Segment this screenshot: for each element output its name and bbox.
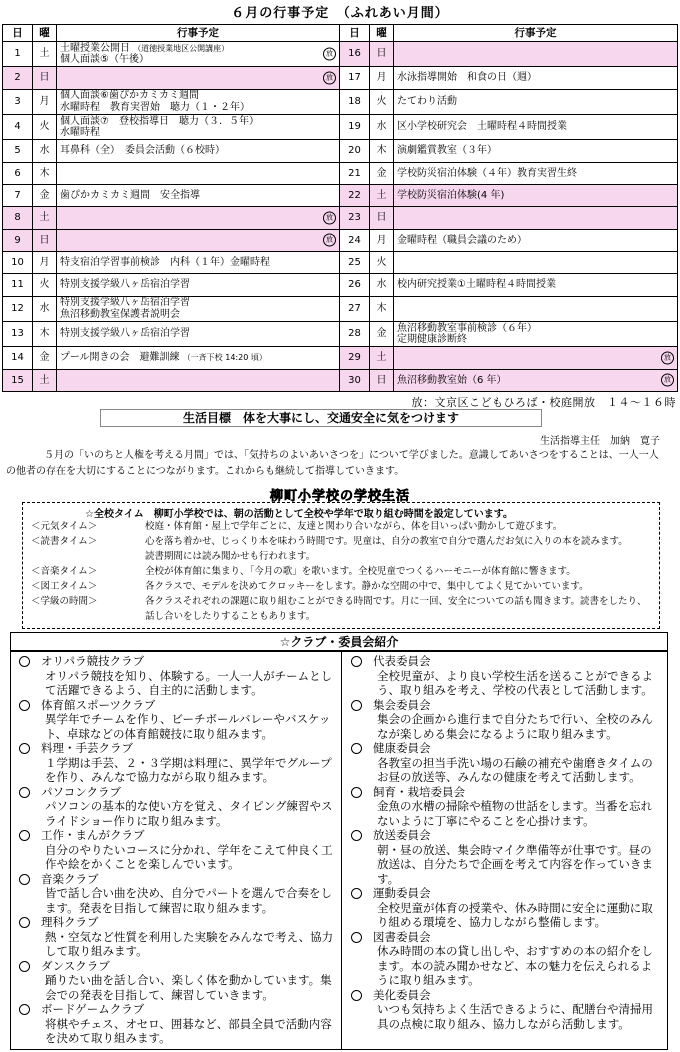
clubs-column [19, 654, 337, 1046]
day-cell: 26 [340, 274, 370, 296]
weekday-cell: 金 [33, 185, 57, 207]
circle-bullet-icon [351, 888, 362, 899]
table-row [3, 251, 678, 273]
club-box [10, 650, 668, 1050]
day-cell: 17 [340, 67, 370, 89]
item-description: 休み時間の本の貸し出しや、おすすめの本の紹介をします。本の読み聞かせなど、本の魅力を伝えられるように取り組みます。 [377, 944, 653, 987]
event-cell [394, 229, 678, 251]
weekday-cell: 木 [370, 140, 394, 162]
item-name: 工作・まんがクラブ [41, 828, 145, 842]
item-name: 放送委員会 [373, 828, 431, 842]
item-name: 飼育・栽培委員会 [373, 784, 465, 799]
weekday-cell: 月 [33, 251, 57, 273]
header-weekday: 曜 [370, 25, 394, 42]
committee-item [351, 828, 661, 886]
school-life-title: 柳町小学校の学校生活 [269, 489, 410, 504]
circle-bullet-icon [351, 656, 362, 667]
header-event: 行事予定 [57, 25, 340, 42]
event-line: 演劇鑑賞教室（３年） [397, 145, 497, 157]
club-item [19, 654, 337, 698]
day-cell: 2 [3, 67, 33, 89]
event-cell [57, 274, 340, 296]
item-name: 美化委員会 [373, 987, 431, 1002]
table-row [3, 115, 678, 140]
event-line: 学校防災宿泊体験（４年）教育実習生終 [397, 167, 577, 179]
club-item [19, 915, 337, 959]
goal-text: ５月の「いのちと人権を考える月間」では、「気持ちのよいあいさつを」について学びました。意識してあいさつをすることは、一人一人の他者の存在を大切にすることにつながります。これからも継続して指導していきます。 [6, 450, 659, 477]
event-line: 区小学校研究会 土曜時程４時間授業 [397, 121, 567, 133]
weekday-cell: 月 [370, 67, 394, 89]
day-cell: 21 [340, 162, 370, 184]
circle-bullet-icon [19, 1004, 30, 1015]
day-cell: 14 [3, 347, 33, 369]
day-cell: 20 [340, 140, 370, 162]
day-cell: 27 [340, 296, 370, 321]
item-description: 皆で話し合い曲を決め、自分でパートを選んで合奏をします。発表を目指して練習に取り組みます。 [45, 886, 333, 915]
school-time-label: ＜音楽タイム＞ [31, 566, 98, 577]
event-line: 校内研究授業①土曜時程４時間授業 [397, 279, 556, 291]
day-cell: 25 [340, 251, 370, 273]
circle-bullet-icon [351, 743, 362, 754]
table-row [3, 207, 678, 229]
event-line: 金曜時程（職員会議のため） [397, 234, 527, 246]
open-note: 放：文京区こどもひろば・校庭開放 １４～１６時 [411, 396, 676, 409]
event-cell [394, 251, 678, 273]
table-row [3, 162, 678, 184]
table-row [3, 369, 678, 391]
committee-item [351, 698, 661, 742]
school-time-text: 心を落ち着かせ、じっくり本を味わう時間です。児童は、自分の教室で自分で選んだお気に入りの本を読みます。 [145, 536, 628, 547]
weekday-cell: 木 [33, 162, 57, 184]
circle-bullet-icon [19, 917, 30, 928]
item-name: 理科クラブ [41, 915, 99, 929]
item-name: 体育館スポーツクラブ [41, 697, 156, 712]
weekday-cell: 日 [370, 369, 394, 391]
circle-bullet-icon [19, 830, 30, 841]
event-cell [57, 296, 340, 321]
event-cell [394, 42, 678, 67]
weekday-cell: 火 [33, 115, 57, 140]
open-mark-icon: 放 [661, 374, 674, 387]
open-mark-icon: 放 [323, 72, 336, 85]
club-item [19, 698, 337, 742]
day-cell: 23 [340, 207, 370, 229]
event-cell [394, 162, 678, 184]
school-time-intro: ☆全校タイム 柳町小学校では、朝の活動として全校や学年で取り組む時間を設定しています。 [85, 509, 513, 520]
day-cell: 9 [3, 229, 33, 251]
weekday-cell: 土 [33, 369, 57, 391]
club-item [19, 1002, 337, 1046]
day-cell: 5 [3, 140, 33, 162]
day-cell: 16 [340, 42, 370, 67]
event-line: 定期健康診断終 [397, 334, 467, 346]
event-cell [57, 42, 340, 67]
school-time-label: ＜図工タイム＞ [31, 581, 98, 592]
committee-item [351, 886, 661, 930]
event-cell [57, 140, 340, 162]
open-mark-icon: 放 [323, 211, 336, 224]
event-cell [394, 207, 678, 229]
weekday-cell: 金 [370, 321, 394, 346]
open-mark-icon: 放 [323, 234, 336, 247]
item-description: 踊りたい曲を話し合い、楽しく体を動かしています。集会での発表を目指して、練習していきます。 [45, 973, 332, 1002]
event-line: 個人面談⑦ 登校指導日 聴力（３．５年） [60, 115, 259, 127]
item-description: パソコンの基本的な使い方を覚え、タイピング練習やスライドショー作りに取り組みます。 [45, 799, 333, 828]
event-cell [394, 115, 678, 140]
day-cell: 13 [3, 321, 33, 346]
day-cell: 10 [3, 251, 33, 273]
weekday-cell: 木 [33, 321, 57, 346]
table-header-row [3, 25, 678, 42]
event-line: 個人面談⑥歯ぴかカミカミ週間 [60, 90, 199, 102]
club-item [19, 785, 337, 829]
header-event: 行事予定 [394, 25, 678, 42]
day-cell: 29 [340, 347, 370, 369]
committee-item [351, 654, 661, 698]
weekday-cell: 日 [33, 229, 57, 251]
day-cell: 11 [3, 274, 33, 296]
day-cell: 24 [340, 229, 370, 251]
club-item [19, 959, 337, 1003]
weekday-cell: 土 [370, 347, 394, 369]
event-line: 歯ぴかカミカミ週間 安全指導 [60, 189, 200, 201]
table-row [3, 347, 678, 369]
circle-bullet-icon [19, 656, 30, 667]
event-cell [57, 229, 340, 251]
header-day: 日 [3, 25, 33, 42]
item-description: 将棋やチェス、オセロ、囲碁など、部員全員で活動内容を決めて取り組みます。 [45, 1016, 332, 1045]
item-description: 集会の企画から進行まで自分たちで行い、全校のみんなが楽しめる集会になるように取り組みます。 [377, 712, 653, 741]
event-line: 特別支援学級八ヶ岳宿泊学習 [60, 328, 190, 340]
circle-bullet-icon [19, 700, 30, 711]
table-row [3, 274, 678, 296]
item-name: ボードゲームクラブ [41, 1002, 145, 1016]
committee-item [351, 988, 661, 1032]
day-cell: 12 [3, 296, 33, 321]
table-row [3, 321, 678, 346]
weekday-cell: 火 [370, 251, 394, 273]
event-cell [394, 321, 678, 346]
item-name: 料理・手芸クラブ [41, 741, 133, 755]
school-time-label: ＜元気タイム＞ [31, 521, 98, 532]
school-time-text: 全校が体育館に集まり、「今月の歌」を歌います。全校児童でつくるハーモニーが体育館に響きます。 [145, 566, 576, 577]
day-cell: 4 [3, 115, 33, 140]
event-line: たてわり活動 [397, 96, 457, 108]
table-row [3, 229, 678, 251]
goal-author: 生活指導主任 加納 寛子 [540, 436, 660, 447]
event-line: 水曜時程 教育実習始 聴力（１・２年） [60, 101, 250, 113]
event-cell [394, 347, 678, 369]
event-line: 水曜時程 [60, 127, 100, 139]
club-divider [341, 651, 342, 1049]
item-name: ダンスクラブ [41, 958, 110, 973]
school-time-text: 校庭・体育館・屋上で学年ごとに、友達と関わり合いながら、体を目いっぱい動かして遊びます。 [145, 521, 563, 532]
circle-bullet-icon [19, 743, 30, 754]
event-line: 魚沼移動教室始（6 年） [397, 374, 507, 386]
day-cell: 1 [3, 42, 33, 67]
item-description: 金魚の水槽の掃除や植物の世話をします。当番を忘れないように丁寧にやることを心掛けます。 [377, 799, 653, 828]
weekday-cell: 水 [370, 115, 394, 140]
events-body [3, 42, 678, 392]
committees-column [351, 654, 661, 1031]
item-description: いつも気持ちよく生活できるように、配膳台や清掃用具の点検に取り組み、協力しながら活動します。 [377, 1002, 653, 1031]
page-title: ６月の行事予定 （ふれあい月間） [231, 6, 449, 21]
event-cell [57, 67, 340, 89]
event-cell [57, 369, 340, 391]
event-line: 特別支援学級八ヶ岳宿泊学習 [60, 279, 190, 291]
item-name: オリパラ競技クラブ [41, 654, 145, 668]
weekday-cell: 水 [370, 274, 394, 296]
school-time-label: ＜学級の時間＞ [31, 596, 98, 607]
weekday-cell: 金 [33, 347, 57, 369]
event-line: 水泳指導開始 和食の日（週） [397, 72, 537, 84]
weekday-cell: 日 [370, 207, 394, 229]
weekday-cell: 水 [33, 140, 57, 162]
event-cell [394, 185, 678, 207]
event-line: 魚沼移動教室保護者説明会 [60, 308, 180, 320]
circle-bullet-icon [351, 990, 362, 1001]
item-name: パソコンクラブ [41, 784, 122, 799]
event-cell [57, 321, 340, 346]
weekday-cell: 木 [370, 296, 394, 321]
item-name: 集会委員会 [373, 697, 431, 712]
day-cell: 19 [340, 115, 370, 140]
event-cell [57, 162, 340, 184]
event-cell [57, 347, 340, 369]
event-note: （道徳授業地区公開講座） [133, 43, 230, 53]
item-description: 全校児童が体育の授業や、休み時間に安全に運動に取り組める環境を、協力しながら整備します。 [377, 900, 653, 929]
item-description: 熱・空気など性質を利用した実験をみんなで考え、協力して取り組みます。 [45, 929, 334, 958]
day-cell: 22 [340, 185, 370, 207]
table-row [3, 42, 678, 67]
life-goal-heading: 生活目標 体を大事にし、交通安全に気をつけます [100, 409, 542, 427]
circle-bullet-icon [351, 932, 362, 943]
event-cell [394, 274, 678, 296]
weekday-cell: 金 [370, 162, 394, 184]
event-line: 魚沼移動教室事前検診（６年） [397, 322, 537, 334]
event-cell [394, 140, 678, 162]
club-item [19, 872, 337, 916]
school-time-label: ＜読書タイム＞ [31, 536, 98, 547]
weekday-cell: 月 [370, 229, 394, 251]
day-cell: 28 [340, 321, 370, 346]
weekday-cell: 火 [370, 89, 394, 114]
event-cell [57, 115, 340, 140]
item-description: オリパラ競技を知り、体験する。一人一人がチームとして活躍できるよう、自主的に活動します。 [45, 668, 333, 697]
club-item [19, 828, 337, 872]
circle-bullet-icon [351, 830, 362, 841]
school-time-text: 読書期間には読み聞かせも行われます。 [145, 551, 316, 562]
club-item [19, 741, 337, 785]
events-table [2, 24, 678, 392]
item-name: 代表委員会 [373, 654, 431, 668]
event-line: 耳鼻科（全） 委員会活動（６校時） [60, 145, 225, 157]
item-description: 自分のやりたいコースに分かれ、学年をこえて仲良く工作や絵をかくことを楽しんでいます。 [45, 842, 333, 871]
open-mark-icon: 放 [323, 48, 336, 61]
event-line: プール開きの会 避難訓練 [60, 352, 180, 364]
event-cell [57, 251, 340, 273]
event-line: 学校防災宿泊体験(4 年) [397, 189, 505, 201]
school-time-text: 話し合いをしたりすることもあります。 [145, 611, 316, 622]
event-line: 個人面談⑤（午後） [60, 54, 149, 66]
school-time-text: 各クラスそれぞれの課題に取り組むことができる時間です。月に一回、安全についての話も聞きます。読書をしたり、 [145, 596, 647, 607]
committee-item [351, 741, 661, 785]
event-cell [394, 89, 678, 114]
day-cell: 6 [3, 162, 33, 184]
weekday-cell: 火 [33, 274, 57, 296]
day-cell: 30 [340, 369, 370, 391]
weekday-cell: 土 [370, 185, 394, 207]
item-description: 各教室の担当手洗い場の石鹸の補充や歯磨きタイムのお昼の放送等、みんなの健康を考えて活動します。 [377, 755, 653, 784]
table-row [3, 296, 678, 321]
item-name: 図書委員会 [373, 929, 431, 944]
item-name: 運動委員会 [373, 886, 431, 900]
committee-item [351, 785, 661, 829]
event-cell [57, 89, 340, 114]
weekday-cell: 日 [370, 42, 394, 67]
weekday-cell: 水 [33, 296, 57, 321]
circle-bullet-icon [19, 874, 30, 885]
school-time-box [22, 502, 660, 629]
weekday-cell: 土 [33, 42, 57, 67]
school-time-text: 各クラスで、モデルを決めてクロッキーをします。静かな空間の中で、集中してよく見てかいています。 [145, 581, 589, 592]
header-weekday: 曜 [33, 25, 57, 42]
table-row [3, 89, 678, 114]
event-line: 特別支援学級八ヶ岳宿泊学習 [60, 297, 190, 309]
item-description: 朝・昼の放送、集会時マイク準備等が仕事です。昼の放送は、自分たちで企画を考えて内容を作っていきます。 [377, 842, 653, 886]
club-section-title: ☆クラブ・委員会紹介 [10, 632, 668, 652]
event-cell [57, 207, 340, 229]
day-cell: 15 [3, 369, 33, 391]
item-description: 全校児童が、より良い学校生活を送ることができるよう、取り組みを考え、学校の代表として活動します。 [377, 668, 653, 697]
item-description: １学期は手芸、２・３学期は料理に、異学年でグループを作り、みんなで協力ながら取り組みます。 [45, 755, 332, 784]
day-cell: 18 [340, 89, 370, 114]
event-cell [394, 296, 678, 321]
table-row [3, 140, 678, 162]
day-cell: 3 [3, 89, 33, 114]
weekday-cell: 月 [33, 89, 57, 114]
item-name: 健康委員会 [373, 741, 431, 755]
weekday-cell: 土 [33, 207, 57, 229]
circle-bullet-icon [19, 787, 30, 798]
circle-bullet-icon [351, 700, 362, 711]
item-description: 異学年でチームを作り、ビーチボールバレーやバスケット、卓球などの体育館競技に取り組みます。 [45, 712, 331, 741]
open-mark-icon: 放 [661, 351, 674, 364]
header-day: 日 [340, 25, 370, 42]
event-line: 土曜授業公開日 [60, 42, 130, 54]
event-cell [57, 185, 340, 207]
table-row [3, 67, 678, 89]
item-name: 音楽クラブ [41, 871, 99, 886]
event-note: （一斉下校 14:20 頃） [182, 353, 267, 363]
circle-bullet-icon [19, 961, 30, 972]
committee-item [351, 930, 661, 988]
circle-bullet-icon [351, 787, 362, 798]
event-cell [394, 369, 678, 391]
day-cell: 7 [3, 185, 33, 207]
weekday-cell: 日 [33, 67, 57, 89]
table-row [3, 185, 678, 207]
event-line: 特支宿泊学習事前検診 内科（１年）金曜時程 [60, 256, 270, 268]
day-cell: 8 [3, 207, 33, 229]
event-cell [394, 67, 678, 89]
